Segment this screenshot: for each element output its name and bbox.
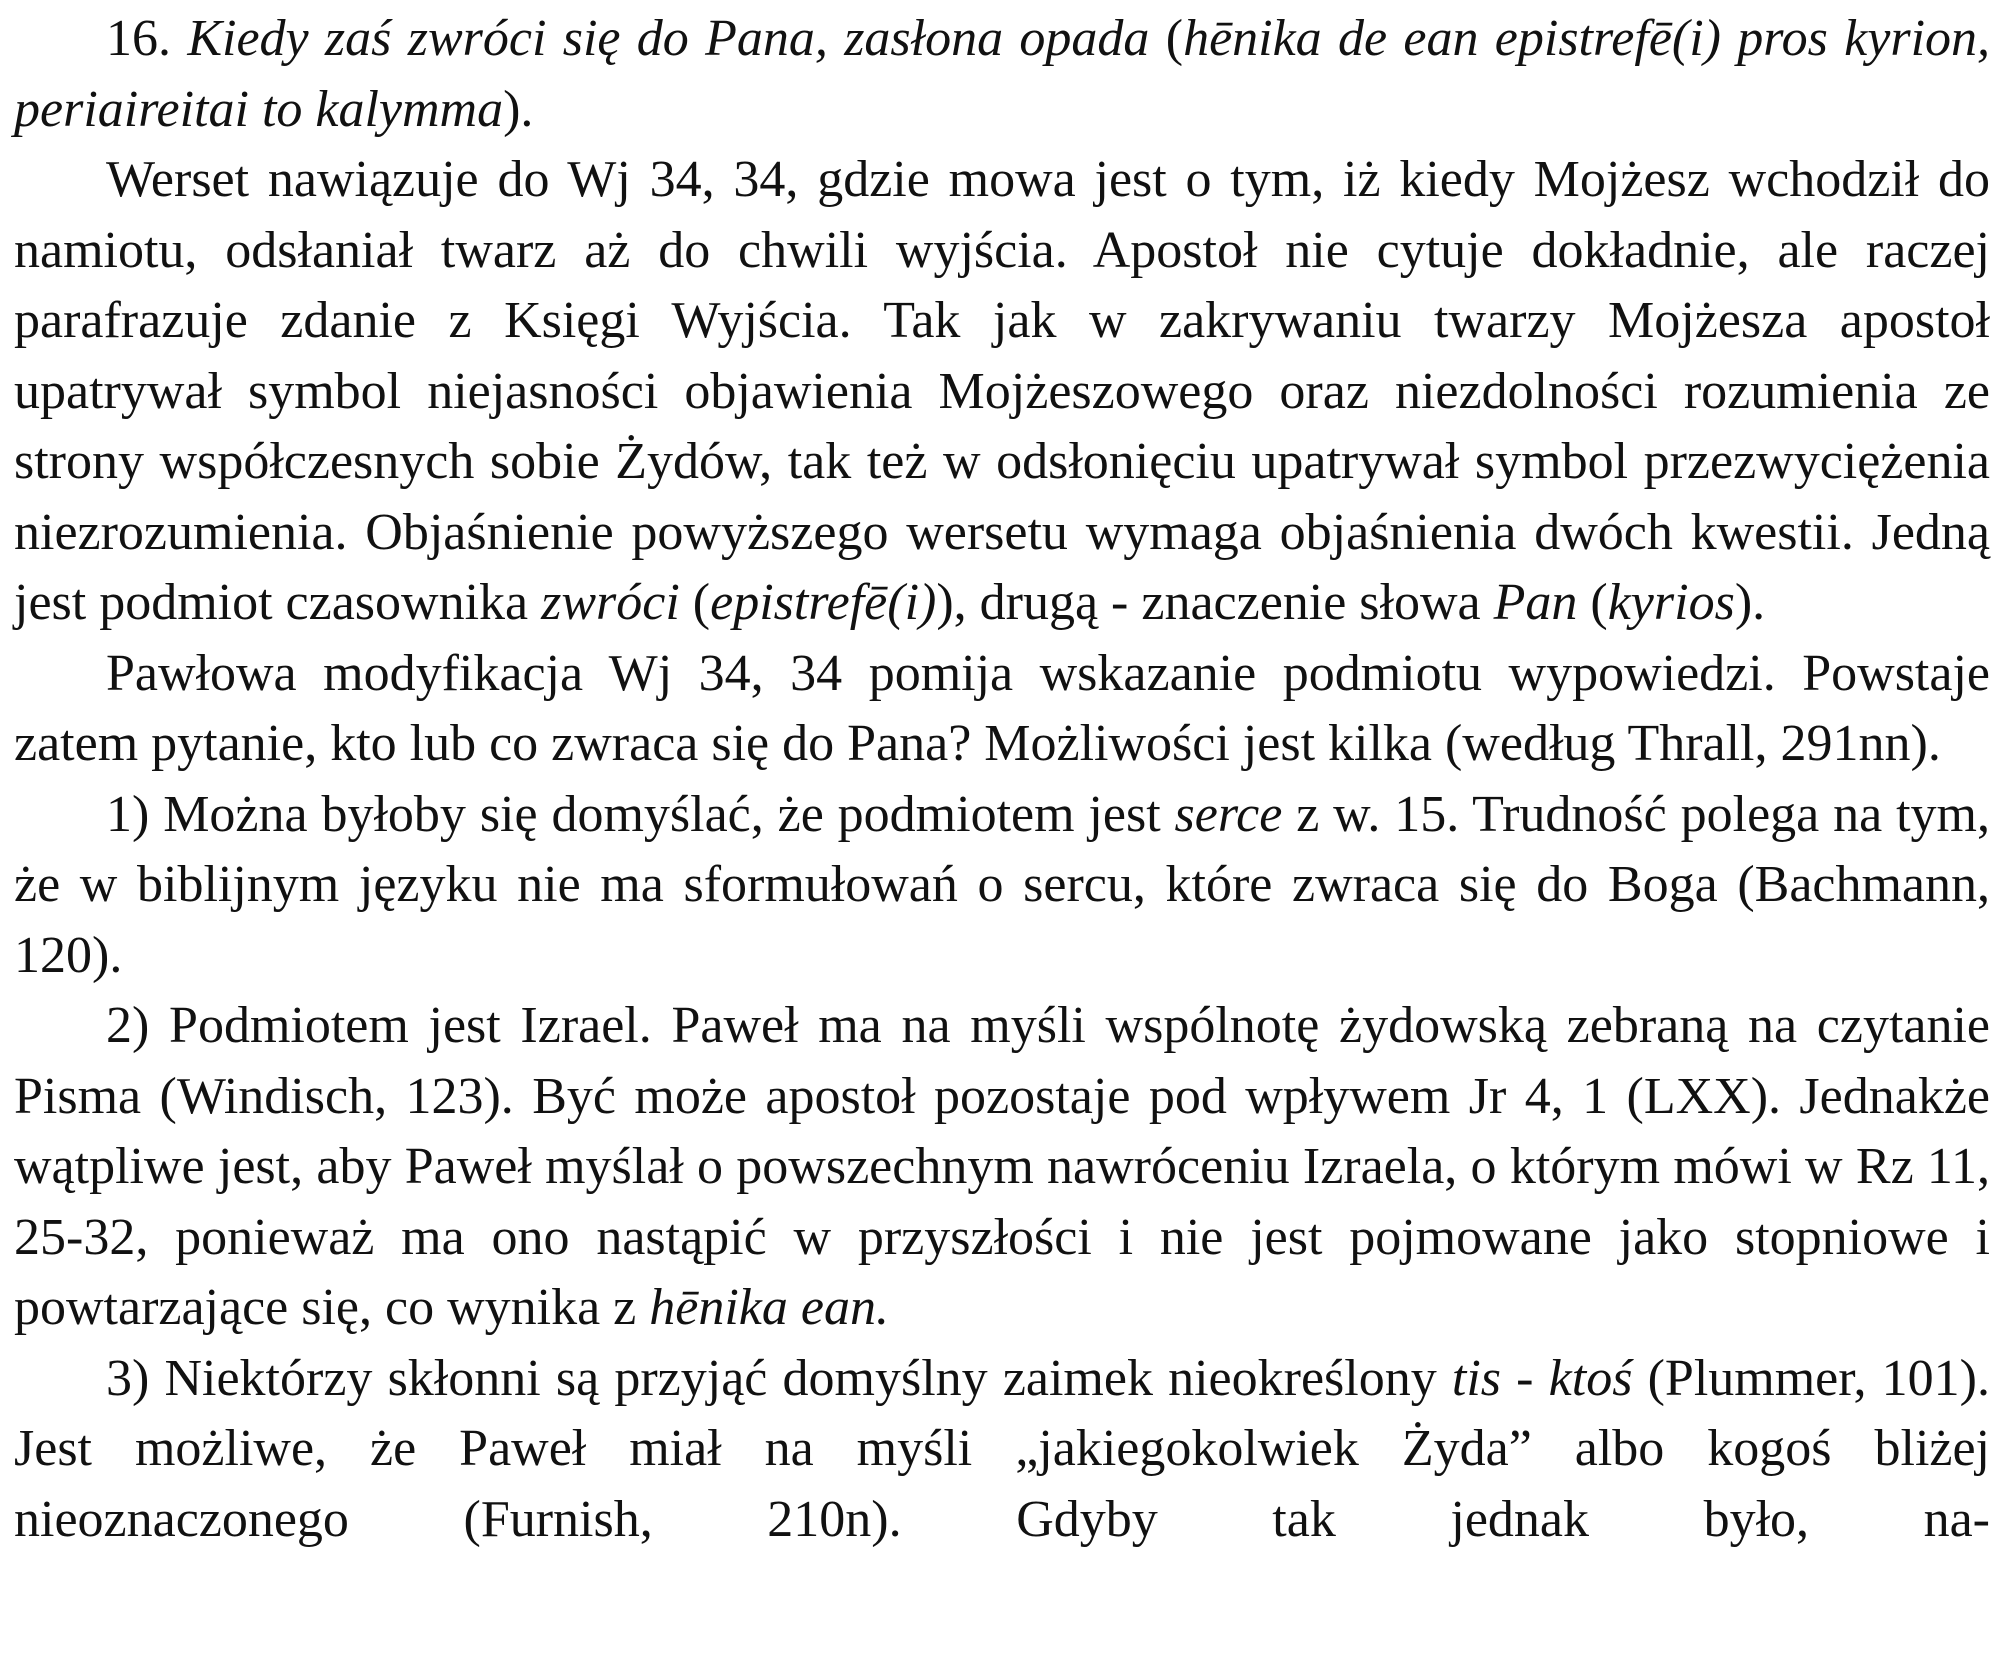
text-segment: Pawłowa modyfikacja Wj 34, 34 pomija wskazanie podmiotu wypowiedzi. Powstaje zatem pytanie, kto lub co zwraca się do Pana? Możliwości jest kilka (według Thrall, 291nn).: [14, 644, 1990, 772]
text-segment: Werset nawiązuje do Wj 34, 34, gdzie mowa jest o tym, iż kiedy Mojżesz wchodził do namiotu, odsłaniał twarz aż do chwili wyjścia. Apostoł nie cytuje dokładnie, ale raczej parafrazuje zdanie z Księgi Wyjścia. Tak jak w zakrywaniu twarzy Mojżesza apostoł upatrywał symbol niejasności objawienia Mojżeszowego oraz niezdolności rozumienia ze strony współczesnych sobie Żydów, tak też w odsłonięciu upatrywał symbol przezwyciężenia niezrozumienia. Objaśnienie powyższego wersetu wymaga objaśnienia dwóch kwestii. Jedną jest podmiot czasownika: [14, 151, 1990, 631]
paragraph-option-1: [14, 780, 1990, 992]
text-segment-italic: hēnika de ean epistrefē(i) pros kyrion, periaireitai to kalymma: [14, 10, 1991, 138]
text-segment: 2) Podmiotem jest Izrael. Paweł ma na myśli wspólnotę żydowską zebraną na czytanie Pisma (Windisch, 123). Być może apostoł pozostaje pod wpływem Jr 4, 1 (LXX). Jednakże wątpliwe jest, aby Paweł myślał o powszechnym nawróceniu Izraela, o którym mówi w Rz 11, 25-32, ponieważ ma ono nastąpić w przyszłości i nie jest pojmowane jako stopniowe i powtarzające się, co wynika z: [14, 997, 1990, 1336]
text-segment: (Plummer, 101). Jest możliwe, że Paweł miał na myśli „jakiegokolwiek Żyda” albo kogoś bliżej nieoznaczonego (Furnish, 210n). Gdyby tak jednak było, na-: [14, 1349, 1990, 1548]
paragraph-modification: [14, 639, 1990, 780]
text-segment-italic: kyrios: [1607, 574, 1735, 631]
text-segment-italic: tis - ktoś: [1451, 1349, 1633, 1407]
text-segment: 1) Można byłoby się domyślać, że podmiotem jest: [106, 785, 1175, 843]
text-segment: (: [1149, 10, 1184, 67]
text-segment-italic: serce: [1174, 785, 1283, 843]
paragraph-option-3: [14, 1344, 1990, 1556]
text-segment: z w. 15. Trudność polega na tym, że w biblijnym języku nie ma sformułowań o sercu, które zwraca się do Boga (Bachmann, 120).: [14, 785, 1990, 984]
text-segment: 16.: [106, 10, 188, 67]
document-page: [14, 4, 1990, 1658]
text-segment-italic: hēnika ean.: [649, 1279, 889, 1336]
text-segment: ).: [503, 80, 534, 138]
text-segment: 3) Niektórzy skłonni są przyjąć domyślny zaimek nieokreślony: [106, 1349, 1452, 1407]
paragraph-verse-16-heading: [14, 4, 1990, 145]
text-segment-italic: zwróci: [541, 574, 680, 631]
text-segment: (: [1577, 574, 1608, 631]
text-segment: ).: [1734, 574, 1766, 631]
paragraph-commentary: [14, 145, 1990, 639]
text-segment-italic: epistrefē(i): [710, 574, 937, 631]
text-segment-italic: Pan: [1493, 574, 1578, 631]
text-segment: ), drugą - znaczenie słowa: [936, 574, 1494, 631]
paragraph-option-2: [14, 991, 1990, 1344]
text-segment-italic: Kiedy zaś zwróci się do Pana, zasłona opada: [187, 10, 1150, 67]
text-segment: (: [679, 574, 711, 631]
